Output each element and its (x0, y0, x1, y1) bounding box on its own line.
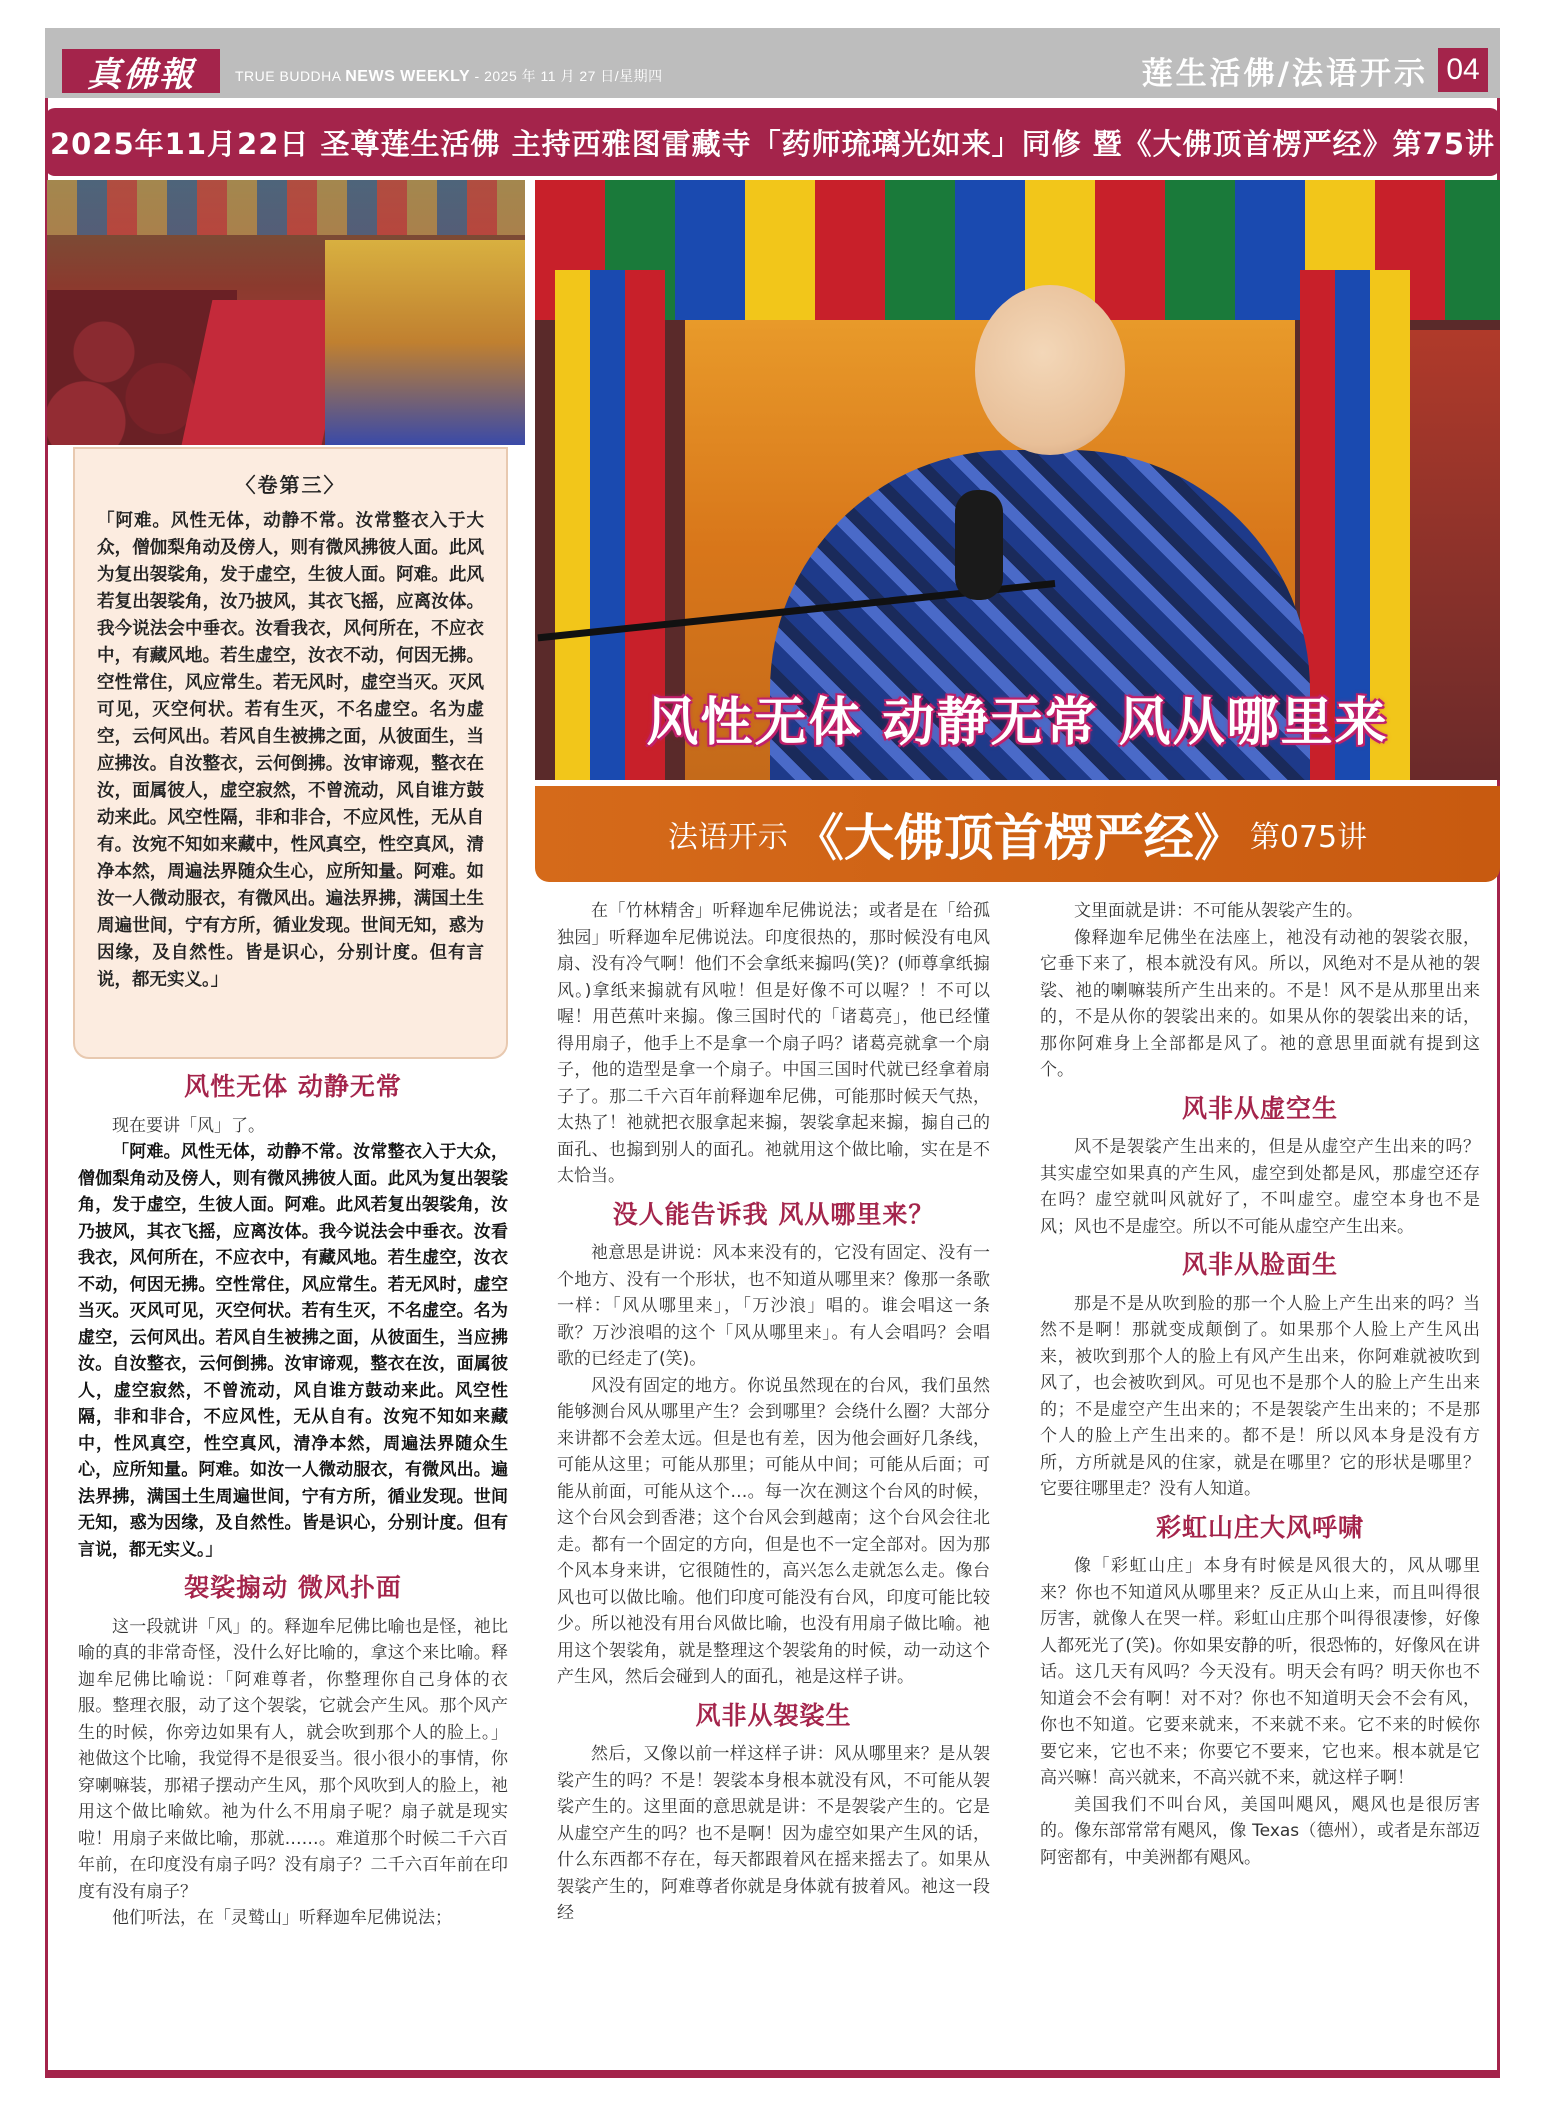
subheading: 风非从虚空生 (1181, 1093, 1338, 1123)
masthead (45, 28, 1500, 98)
paragraph: 美国我们不叫台风，美国叫飓风，飓风也是很厉害的。像东部常常有飓风，像 Texas（德州），或者是东部迈阿密都有，中美洲都有飓风。 (1040, 1794, 1480, 1868)
article-column-1 (78, 1062, 508, 1932)
article-column-2 (557, 898, 990, 1927)
paragraph: 像释迦牟尼佛坐在法座上，祂没有动祂的袈裟衣服，它垂下来了，根本就没有风。所以，风绝对不是从祂的袈裟、祂的喇嘛装所产生出来的。不是！风不是从那里出来的，不是从你的袈裟出来的。如果从你的袈裟出来的话，那你阿难身上全部都是风了。祂的意思里面就有提到这个。 (1040, 927, 1480, 1080)
subheading: 袈裟搧动 微风扑面 (184, 1573, 402, 1602)
paragraph: 他们听法，在「灵鹫山」听释迦牟尼佛说法； (112, 1908, 452, 1928)
scripture-heading: 〈卷第三〉 (235, 473, 346, 497)
microphone-icon (955, 490, 1003, 600)
subheading: 没人能告诉我 风从哪里来？ (612, 1199, 935, 1229)
paragraph: 风不是袈裟产生出来的，但是从虚空产生出来的吗？其实虚空如果真的产生风，虚空到处都是风，那虚空还存在吗？虚空就叫风就好了，不叫虚空。虚空本身也不是风；风也不是虚空。所以不可能从虚空产生出来。 (1040, 1137, 1480, 1237)
series-prefix: 法语开示 (667, 820, 788, 855)
thangka-wall (47, 180, 525, 235)
subheading: 风性无体 动静无常 (184, 1072, 402, 1101)
paragraph: 文里面就是讲：不可能从袈裟产生的。 (1074, 901, 1363, 921)
paragraph: 在「竹林精舍」听释迦牟尼佛说法；或者是在「给孤独园」听释迦牟尼佛说法。印度很热的，那时候没有电风扇、没有冷气啊！他们不会拿纸来搧吗(笑)？(师尊拿纸搧风。)拿纸来搧就有风啦！但是好像不可以喔？！不可以喔！用芭蕉叶来搧。像三国时代的「诸葛亮」，他已经懂得用扇子，他手上不是拿一个扇子吗？诸葛亮就拿一个扇子，他的造型是拿一个扇子。中国三国时代就已经拿着扇子了。那二千六百年前释迦牟尼佛，可能那时候天气热，太热了！祂就把衣服拿起来搧，袈裟拿起来搧，搧自己的面孔、也搧到别人的面孔。祂就用这个做比喻，实在是不太恰当。 (557, 901, 990, 1186)
temple-hall-photo (47, 180, 525, 445)
paragraph: 祂意思是讲说：风本来没有的，它没有固定、没有一个地方、没有一个形状，也不知道从哪里来？像那一条歌一样：「风从哪里来」，「万沙浪」唱的。谁会唱这一条歌？万沙浪唱的这个「风从哪里来」。有人会唱吗？会唱歌的已经走了(笑)。 (557, 1243, 990, 1369)
master-portrait-photo (535, 180, 1500, 780)
subtitle-bold: NEWS WEEKLY (345, 68, 471, 85)
series-banner (535, 786, 1500, 882)
subtitle-date: - 2025 年 11 月 27 日/星期四 (470, 68, 663, 84)
scripture-box (73, 447, 508, 1059)
subtitle-prefix: TRUE BUDDHA (235, 68, 346, 84)
paragraph: 这一段就讲「风」的。释迦牟尼佛比喻也是怪，祂比喻的真的非常奇怪，没什么好比喻的，拿这个来比喻。释迦牟尼佛比喻说：「阿难尊者，你整理你自己身体的衣服。整理衣服，动了这个袈裟，它就会产生风。那个风产生的时候，你旁边如果有人，就会吹到那个人的脸上。」祂做这个比喻，我觉得不是很妥当。很小很小的事情，你穿喇嘛装，那裙子摆动产生风，那个风吹到人的脸上，祂用这个做比喻欸。祂为什么不用扇子呢？扇子就是现实啦！用扇子来做比喻，那就……。难道那个时候二千六百年前，在印度没有扇子吗？没有扇子？二千六百年前在印度有没有扇子？ (78, 1616, 508, 1902)
event-title: 2025年11月22日 圣尊莲生活佛 主持西雅图雷藏寺「药师琉璃光如来」同修 暨《大佛顶首楞严经》第75讲 (49, 126, 1496, 161)
footer-rule (45, 2070, 1500, 2078)
paragraph: 然后，又像以前一样这样子讲：风从哪里来？是从袈裟产生的吗？不是！袈裟本身根本就没有风，不可能从袈裟产生的。这里面的意思就是讲：不是袈裟产生的。它是从虚空产生的吗？也不是啊！因为虚空如果产生风的话，什么东西都不存在，每天都跟着风在摇来摇去了。如果从袈裟产生的，阿难尊者你就是身体就有披着风。祂这一段经 (557, 1744, 990, 1923)
paragraph: 现在要讲「风」了。 (112, 1115, 265, 1136)
article-column-3 (1040, 898, 1480, 1871)
page-number: 04 (1438, 48, 1488, 92)
photo-headline: 风性无体 动静无常 风从哪里来 (646, 693, 1389, 753)
paragraph: 风没有固定的地方。你说虽然现在的台风，我们虽然能够测台风从哪里产生？会到哪里？会绕什么圈？大部分来讲都不会差太远。但是也有差，因为他会画好几条线，可能从这里；可能从那里；可能从中间；可能从后面；可能从前面，可能从这个…。每一次在测这个台风的时候，这个台风会到香港；这个台风会到越南；这个台风会往北走。都有一个固定的方向，但是也不一定全部对。因为那个风本身来讲，它很随性的，高兴怎么走就怎么走。像台风也可以做比喻。他们印度可能没有台风，印度可能比较少。所以祂没有用台风做比喻，也没有用扇子做比喻。祂用这个袈裟角，就是整理这个袈裟角的时候，动一动这个产生风，然后会碰到人的面孔，祂是这样子讲。 (557, 1375, 990, 1687)
subheading: 彩虹山庄大风呼啸 (1155, 1512, 1364, 1542)
subheading: 风非从脸面生 (1181, 1250, 1338, 1279)
paragraph: 那是不是从吹到脸的那一个人脸上产生出来的吗？当然不是啊！那就变成颠倒了。如果那个人脸上产生风出来，被吹到那个人的脸上有风产生出来，你阿难就被吹到风了，也会被吹到风。可见也不是那个人的脸上产生出来的；不是虚空产生出来的；不是袈裟产生出来的；不是那个人的脸上产生出来的。都不是！所以风本身是没有方所，方所就是风的住家，就是在哪里？它的形状是哪里？它要往哪里走？没有人知道。 (1040, 1293, 1480, 1499)
altar (325, 240, 525, 445)
newspaper-logo: 真佛報 (62, 49, 220, 93)
masthead-subtitle (235, 66, 663, 86)
series-title: 《大佛顶首楞严经》 (793, 808, 1244, 867)
scripture-text: 「阿难。风性无体，动静不常。汝常整衣入于大众，僧伽梨角动及傍人，则有微风拂彼人面。此风为复出袈裟角，发于虚空，生彼人面。阿难。此风若复出袈裟角，汝乃披风，其衣飞摇，应离汝体。我今说法会中垂衣。汝看我衣，风何所在，不应衣中，有藏风地。若生虚空，汝衣不动，何因无拂。空性常住，风应常生。若无风时，虚空当灭。灭风可见，灭空何状。若有生灭，不名虚空。名为虚空，云何风出。若风自生被拂之面，从彼面生，当应拂汝。自汝整衣，云何倒拂。汝审谛观，整衣在汝，面属彼人，虚空寂然，不曾流动，风自谁方鼓动来此。风空性隔，非和非合，不应风性，无从自有。汝宛不知如来藏中，性风真空，性空真风，清净本然，周遍法界随众生心，应所知量。阿难。如汝一人微动服衣，有微风出。遍法界拂，满国土生周遍世间，宁有方所，循业发现。世间无知，惑为因缘，及自然性。皆是识心，分别计度。但有言说，都无实义。」 (97, 511, 484, 990)
event-title-bar (45, 108, 1500, 176)
series-suffix: 第075讲 (1249, 820, 1368, 855)
paragraph: 像「彩虹山庄」本身有时候是风很大的，风从哪里来？你也不知道风从哪里来？反正从山上来，而且叫得很厉害，就像人在哭一样。彩虹山庄那个叫得很凄惨，好像人都死光了(笑)。你如果安静的听，很恐怖的，好像风在讲话。这几天有风吗？今天没有。明天会有吗？明天你也不知道会不会有啊！对不对？你也不知道明天会不会有风，你也不知道。它要来就来，不来就不来。它不来的时候你要它来，它也不来；你要它不要来，它也来。根本就是它高兴嘛！高兴就来，不高兴就不来，就这样子啊！ (1040, 1556, 1480, 1788)
section-title: 莲生活佛/法语开示 (1141, 56, 1428, 92)
master-head (975, 285, 1125, 455)
subheading: 风非从袈裟生 (695, 1700, 852, 1730)
scripture-quote: 「阿难。风性无体，动静不常。汝常整衣入于大众，僧伽梨角动及傍人，则有微风拂彼人面。此风为复出袈裟角，发于虚空，生彼人面。阿难。此风若复出袈裟角，汝乃披风，其衣飞摇，应离汝体。我今说法会中垂衣。汝看我衣，风何所在，不应衣中，有藏风地。若生虚空，汝衣不动，何因无拂。空性常住，风应常生。若无风时，虚空当灭。灭风可见，灭空何状。若有生灭，不名虚空。名为虚空，云何风出。若风自生被拂之面，从彼面生，当应拂汝。自汝整衣，云何倒拂。汝审谛观，整衣在汝，面属彼人，虚空寂然，不曾流动，风自谁方鼓动来此。风空性隔，非和非合，不应风性，无从自有。汝宛不知如来藏中，性风真空，性空真风，清净本然，周遍法界随众生心，应所知量。阿难。如汝一人微动服衣，有微风出。遍法界拂，满国土生周遍世间，宁有方所，循业发现。世间无知，惑为因缘，及自然性。皆是识心，分别计度。但有言说，都无实义。」 (78, 1142, 508, 1560)
